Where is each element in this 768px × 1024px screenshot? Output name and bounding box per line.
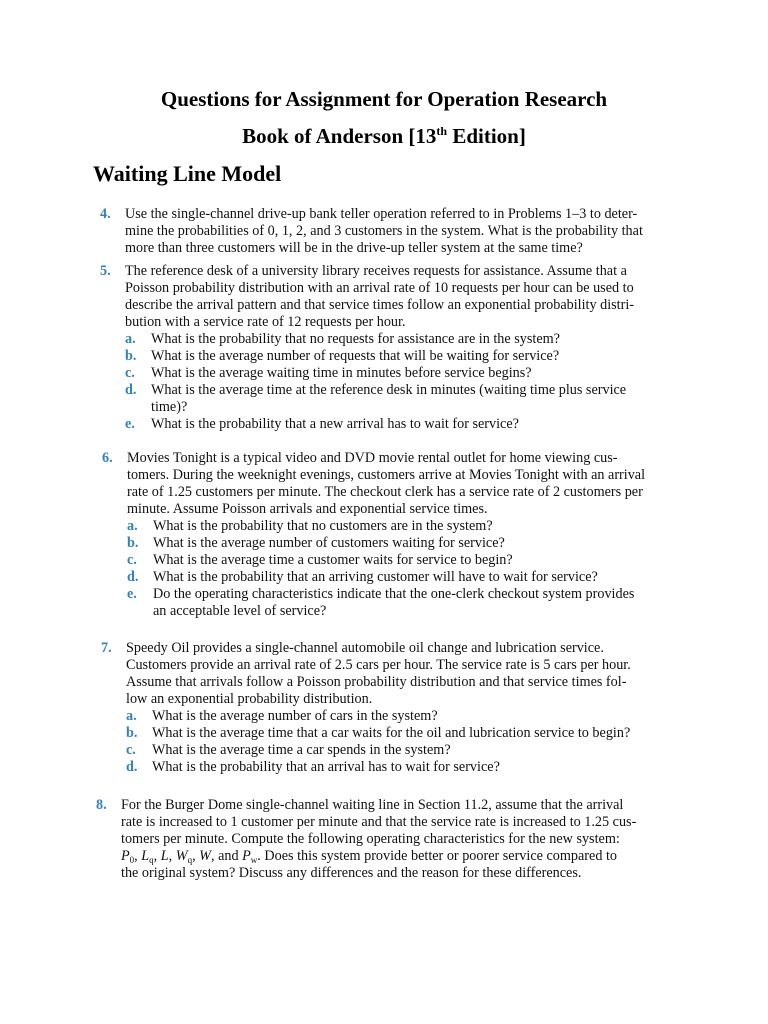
- sub-text: What is the probability that no requests for assistance are in the system?: [151, 331, 560, 347]
- question-text-line: describe the arrival pattern and that service times follow an exponential probability distri-: [125, 297, 635, 313]
- sub-text: What is the probability that an arrival has to wait for service?: [152, 759, 500, 775]
- p-subscript: 0: [129, 855, 135, 865]
- sub-letter: c.: [125, 365, 135, 381]
- sub-text: What is the average time at the reference desk in minutes (waiting time plus service: [151, 382, 627, 398]
- sub-letter: d.: [127, 569, 139, 585]
- question-text-line: rate is increased to 1 customer per minute and that the service rate is increased to 1.25 cus-: [121, 814, 637, 830]
- edition-superscript: th: [436, 124, 448, 138]
- question-number: 5.: [100, 263, 111, 279]
- question-text-line: For the Burger Dome single-channel waiting line in Section 11.2, assume that the arrival: [121, 797, 624, 813]
- sub-text: What is the average number of customers waiting for service?: [153, 535, 505, 551]
- question-text-line: Speedy Oil provides a single-channel automobile oil change and lubrication service.: [126, 640, 604, 656]
- sub-text: What is the probability that a new arrival has to wait for service?: [151, 416, 519, 432]
- question-text-line: Movies Tonight is a typical video and DVD movie rental outlet for home viewing cus-: [127, 450, 618, 466]
- question-text-line: Assume that arrivals follow a Poisson probability distribution and that service times fol-: [126, 674, 627, 690]
- sub-letter: e.: [125, 416, 135, 432]
- sub-text: What is the average time that a car waits for the oil and lubrication service to begin?: [152, 725, 631, 741]
- question-number: 7.: [101, 640, 112, 656]
- question-number: 4.: [100, 206, 111, 222]
- lq-subscript: q: [149, 855, 154, 865]
- question-text-line: minute. Assume Poisson arrivals and exponential service times.: [127, 501, 488, 517]
- sub-text-cont: time)?: [151, 399, 188, 415]
- wq-symbol: W: [175, 848, 188, 864]
- question-number: 8.: [96, 797, 107, 813]
- sub-text-cont: an acceptable level of service?: [153, 603, 327, 619]
- sub-text: What is the average time a car spends in the system?: [152, 742, 451, 758]
- subtitle-text: Book of Anderson [13: [242, 124, 437, 148]
- formula-line: $P_0$, $L_q$, L, $W_q$, W, and $P_w$. Does this system provide better or poorer service compared to: [121, 848, 617, 865]
- sub-letter: b.: [125, 348, 137, 364]
- question-text-line: tomers per minute. Compute the following operating characteristics for the new system:: [121, 831, 620, 847]
- sub-letter: c.: [126, 742, 136, 758]
- sub-letter: a.: [126, 708, 137, 724]
- sub-letter: a.: [127, 518, 138, 534]
- question-text-line: low an exponential probability distribution.: [126, 691, 373, 707]
- sub-letter: d.: [126, 759, 138, 775]
- w-symbol: W: [199, 848, 211, 864]
- pw-subscript: w: [250, 855, 258, 865]
- sub-letter: c.: [127, 552, 137, 568]
- sub-letter: e.: [127, 586, 137, 602]
- formula-line-rest: . Does this system provide better or poorer service compared to: [257, 848, 617, 864]
- sub-letter: d.: [125, 382, 137, 398]
- l-symbol: L: [160, 848, 169, 864]
- document-title: Questions for Assignment for Operation Research: [160, 87, 608, 111]
- sub-letter: b.: [127, 535, 139, 551]
- question-text-line: Poisson probability distribution with an arrival rate of 10 requests per hour can be used to: [125, 280, 634, 296]
- question-text-line: bution with a service rate of 12 requests per hour.: [125, 314, 406, 330]
- sub-text: Do the operating characteristics indicate that the one-clerk checkout system provides: [153, 586, 635, 602]
- sub-letter: b.: [126, 725, 138, 741]
- question-text-line: Customers provide an arrival rate of 2.5 cars per hour. The service rate is 5 cars per hour.: [126, 657, 631, 673]
- sub-letter: a.: [125, 331, 136, 347]
- question-text-line: more than three customers will be in the drive-up teller system at the same time?: [125, 240, 583, 256]
- question-text-line: mine the probabilities of 0, 1, 2, and 3 customers in the system. What is the probability that: [125, 223, 643, 239]
- lq-symbol: L: [141, 848, 150, 864]
- sub-text: What is the average time a customer waits for service to begin?: [153, 552, 513, 568]
- document-subtitle: [0, 124, 768, 149]
- sub-text: What is the probability that no customers are in the system?: [153, 518, 493, 534]
- question-text-line: The reference desk of a university library receives requests for assistance. Assume that a: [125, 263, 627, 279]
- sub-text: What is the average waiting time in minutes before service begins?: [151, 365, 532, 381]
- sub-text: What is the average number of requests that will be waiting for service?: [151, 348, 560, 364]
- subtitle-text-end: Edition]: [447, 124, 526, 148]
- sub-text: What is the probability that an arriving customer will have to wait for service?: [153, 569, 598, 585]
- question-text-line: the original system? Discuss any differences and the reason for these differences.: [121, 865, 582, 881]
- section-title: Waiting Line Model: [93, 161, 282, 186]
- pw-symbol: P: [242, 848, 251, 864]
- question-text-line: Use the single-channel drive-up bank teller operation referred to in Problems 1–3 to deter-: [125, 206, 638, 222]
- question-text-line: tomers. During the weeknight evenings, customers arrive at Movies Tonight with an arrival: [127, 467, 646, 483]
- wq-subscript: q: [187, 855, 193, 865]
- sub-text: What is the average number of cars in the system?: [152, 708, 438, 724]
- p-symbol: P: [121, 848, 130, 864]
- question-text-line: rate of 1.25 customers per minute. The checkout clerk has a service rate of 2 customers per: [127, 484, 643, 500]
- question-number: 6.: [102, 450, 113, 466]
